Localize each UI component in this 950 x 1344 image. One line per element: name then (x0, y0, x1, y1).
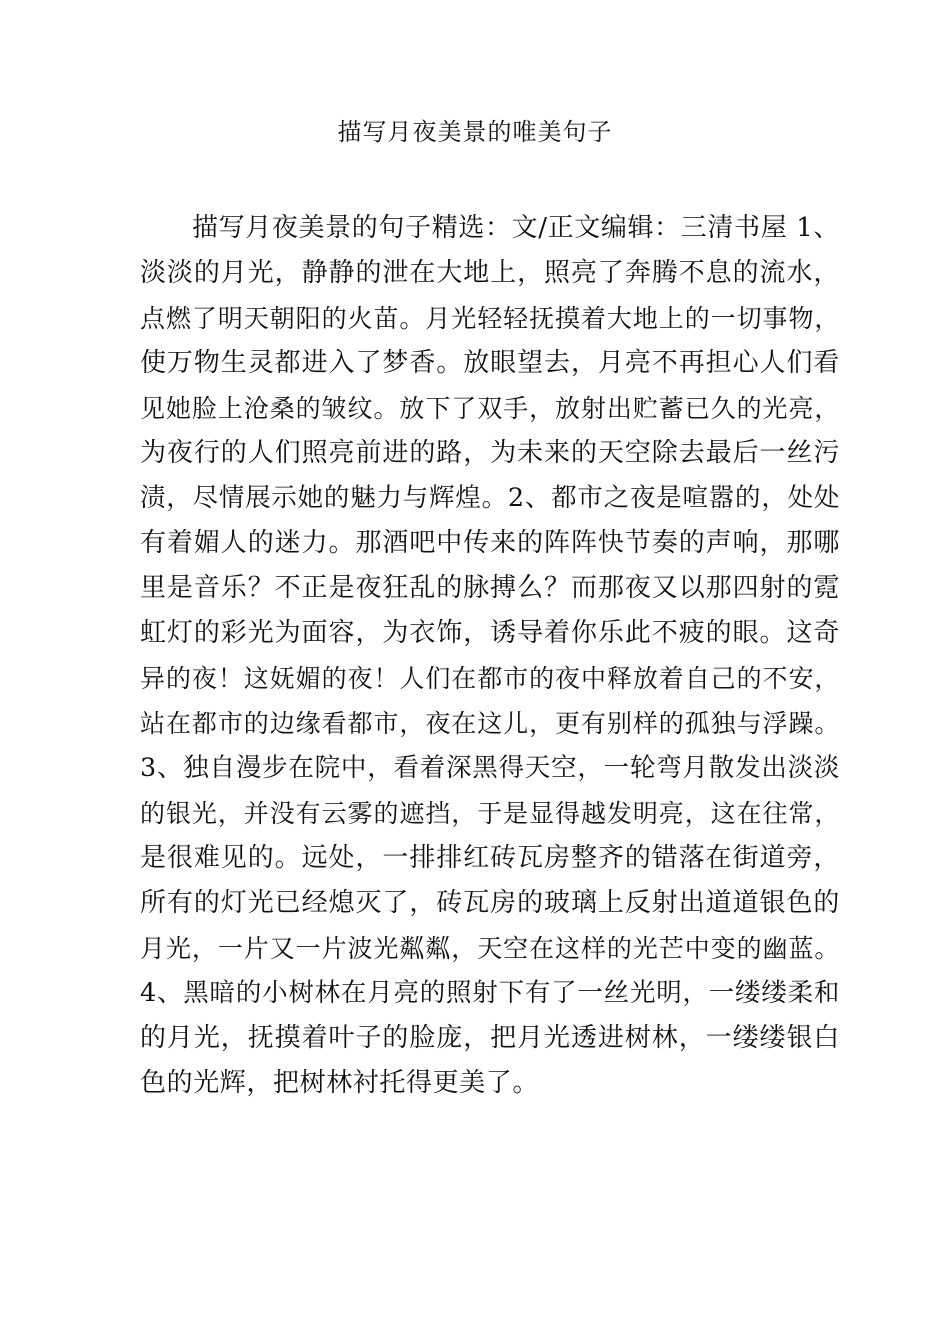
text-line: 色的光辉，把树林衬托得更美了。 (140, 1068, 540, 1098)
text-line: 有着媚人的迷力。那酒吧中传来的阵阵快节奏的声响，那哪 (140, 528, 840, 558)
document-title: 描写月夜美景的唯美句子 (337, 118, 613, 146)
text-line: 是很难见的。远处，一排排红砖瓦房整齐的错落在街道旁， (140, 843, 840, 873)
text-line: 淡淡的月光，静静的泄在大地上，照亮了奔腾不息的流水， (140, 258, 840, 288)
article-body (140, 206, 840, 1106)
text-line: 使万物生灵都进入了梦香。放眼望去，月亮不再担心人们看 (140, 348, 840, 378)
text-line: 站在都市的边缘看都市，夜在这儿，更有别样的孤独与浮躁。 (140, 709, 840, 738)
text-line: 4、黑暗的小树林在月亮的照射下有了一丝光明，一缕缕柔和 (140, 978, 840, 1008)
text-line: 为夜行的人们照亮前进的路，为未来的天空除去最后一丝污 (140, 438, 840, 468)
text-line: 的银光，并没有云雾的遮挡，于是显得越发明亮，这在往常， (140, 799, 840, 828)
text-line: 月光，一片又一片波光粼粼，天空在这样的光芒中变的幽蓝。 (140, 934, 840, 963)
text-line: 见她脸上沧桑的皱纹。放下了双手，放射出贮蓄已久的光亮， (140, 394, 840, 423)
text-line: 渍，尽情展示她的魅力与辉煌。2、都市之夜是喧嚣的，处处 (140, 483, 840, 513)
text-line: 所有的灯光已经熄灭了，砖瓦房的玻璃上反射出道道银色的 (140, 888, 840, 918)
text-line: 描写月夜美景的句子精选：文/正文编辑：三清书屋 1、 (192, 213, 840, 243)
text-line: 3、独自漫步在院中，看着深黑得天空，一轮弯月散发出淡淡 (140, 753, 840, 783)
text-line: 点燃了明天朝阳的火苗。月光轻轻抚摸着大地上的一切事物， (140, 304, 840, 333)
text-line: 异的夜！这妩媚的夜！人们在都市的夜中释放着自己的不安， (140, 664, 840, 693)
text-line: 虹灯的彩光为面容，为衣饰，诱导着你乐此不疲的眼。这奇 (140, 618, 840, 648)
text-line: 里是音乐？不正是夜狂乱的脉搏么？而那夜又以那四射的霓 (140, 573, 840, 603)
text-line: 的月光，抚摸着叶子的脸庞，把月光透进树林，一缕缕银白 (140, 1023, 840, 1053)
